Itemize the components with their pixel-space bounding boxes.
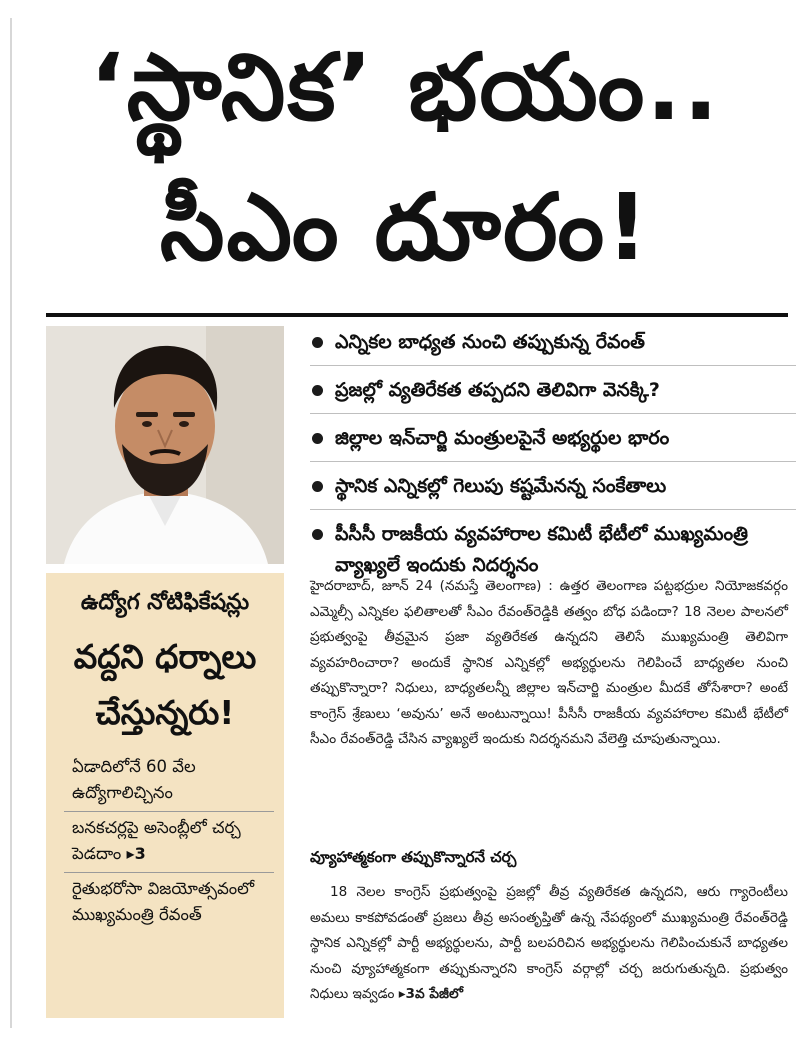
- article-paragraph-1: హైదరాబాద్, జూన్ 24 (నమస్తే తెలంగాణ) : ఉత్తర తెలంగాణ పట్టభద్రుల నియోజకవర్గం ఎమ్మెల్సీ ఎన్నికల ఫలితాలతో సీఎం రేవంత్‌రెడ్డికి తత్వం బోధ పడిందా? 18 నెలల పాలనలో ప్రభుత్వంపై తీవ్రమైన ప్రజా వ్యతిరేకత ఉన్నదని తెలిసే ముఖ్యమంత్రి తెలివిగా వ్యవహరించారా? అందుకే స్థానిక ఎన్నికల్లో అభ్యర్థులను గెలిపించే బాధ్యతల నుంచి తప్పుకొన్నారా? నిధులు, బాధ్యతలన్నీ జిల్లాల ఇన్‌చార్జి మంత్రుల మీదకే తోసేశారా? అంటే కాంగ్రెస్ శ్రేణులు ‘అవును’ అనే అంటున్నాయి! పీసీసీ రాజకీయ వ్యవహారాల కమిటీ భేటీలో సీఎం రేవంత్‌రెడ్డి చేసిన వ్యాఖ్యలే ఇందుకు నిదర్శనమని వేలెత్తి చూపుతున్నాయి.: [310, 578, 788, 747]
- bullet-dot-icon: [312, 529, 323, 540]
- highlight-item: [310, 414, 796, 462]
- sidebar-point: [64, 751, 274, 812]
- portrait-illustration: [46, 326, 284, 564]
- page-ref[interactable]: [127, 844, 146, 863]
- continued-link[interactable]: [399, 986, 463, 1002]
- highlight-text: ప్రజల్లో వ్యతిరేకత తప్పదని తెలివిగా వెనక్కి?: [335, 379, 660, 401]
- sidebar-headline-2: వద్దని ధర్నాలు చేస్తున్నరు!: [73, 637, 257, 732]
- page-ref-number: 3: [134, 844, 146, 863]
- sidebar-point-text: రైతుభరోసా విజయోత్సవంలో ముఖ్యమంత్రి రేవంత్: [72, 879, 255, 924]
- headline-line-1: ‘స్థానిక’ భయం..: [89, 34, 721, 141]
- page-margin-rule: [10, 18, 12, 1028]
- highlight-text: స్థానిక ఎన్నికల్లో గెలుపు కష్టమేనన్న సంకేతాలు: [335, 475, 667, 497]
- sidebar-story: [46, 573, 284, 1018]
- sidebar-point-text: బనకచర్లపై అసెంబ్లీలో చర్చ పెడదాం: [72, 818, 241, 863]
- continued-label: 3వ పేజీలో: [405, 986, 463, 1002]
- play-arrow-icon: ▸: [398, 986, 406, 1002]
- highlight-item: [310, 366, 796, 414]
- sidebar-points: [64, 751, 274, 933]
- sidebar-headline-1: ఉద్యోగ నోటిఫికేషన్లు: [80, 590, 250, 615]
- sidebar-point: [64, 873, 274, 933]
- headline-line-2: సీఎం దూరం!: [159, 174, 651, 281]
- bullet-dot-icon: [312, 433, 323, 444]
- sidebar-point-text: ఏడాదిలోనే 60 వేల ఉద్యోగాలిచ్చినం: [72, 757, 196, 802]
- bullet-dot-icon: [312, 385, 323, 396]
- bullet-dot-icon: [312, 337, 323, 348]
- highlight-item: [310, 318, 796, 366]
- headline-divider: [46, 313, 788, 317]
- article-subhead: వ్యూహాత్మకంగా తప్పుకొన్నారనే చర్చ: [310, 848, 517, 866]
- article-paragraph-2: [310, 880, 788, 1008]
- sidebar-point: [64, 812, 274, 873]
- highlight-item: [310, 462, 796, 510]
- highlight-text: జిల్లాల ఇన్‌చార్జి మంత్రులపైనే అభ్యర్థుల భారం: [335, 427, 670, 449]
- highlight-text: పీసీసీ రాజకీయ వ్యవహారాల కమిటీ భేటీలో ముఖ్యమంత్రి వ్యాఖ్యలే ఇందుకు నిదర్శనం: [335, 523, 748, 576]
- highlights-list: [310, 318, 796, 588]
- cm-photo: [46, 326, 284, 564]
- highlight-text: ఎన్నికల బాధ్యత నుంచి తప్పుకున్న రేవంత్: [335, 331, 645, 353]
- play-arrow-icon: ▸: [126, 844, 135, 863]
- bullet-dot-icon: [312, 481, 323, 492]
- article-paragraph-2-text: 18 నెలల కాంగ్రెస్ ప్రభుత్వంపై ప్రజల్లో తీవ్ర వ్యతిరేకత ఉన్నదని, ఆరు గ్యారెంటీలు అమలు కాకపోవడంతో ప్రజలు తీవ్ర అసంతృప్తితో ఉన్న నేపథ్యంలో ముఖ్యమంత్రి రేవంత్‌రెడ్డి స్థానిక ఎన్నికల్లో పార్టీ అభ్యర్థులను, పార్టీ బలపరిచిన అభ్యర్థులను గెలిపించుకునే బాధ్యతల నుంచి వ్యూహాత్మకంగా తప్పుకున్నారని కాంగ్రెస్ వర్గాల్లో చర్చ జరుగుతున్నది. ప్రభుత్వం నిధులు ఇవ్వడం: [310, 884, 788, 1002]
